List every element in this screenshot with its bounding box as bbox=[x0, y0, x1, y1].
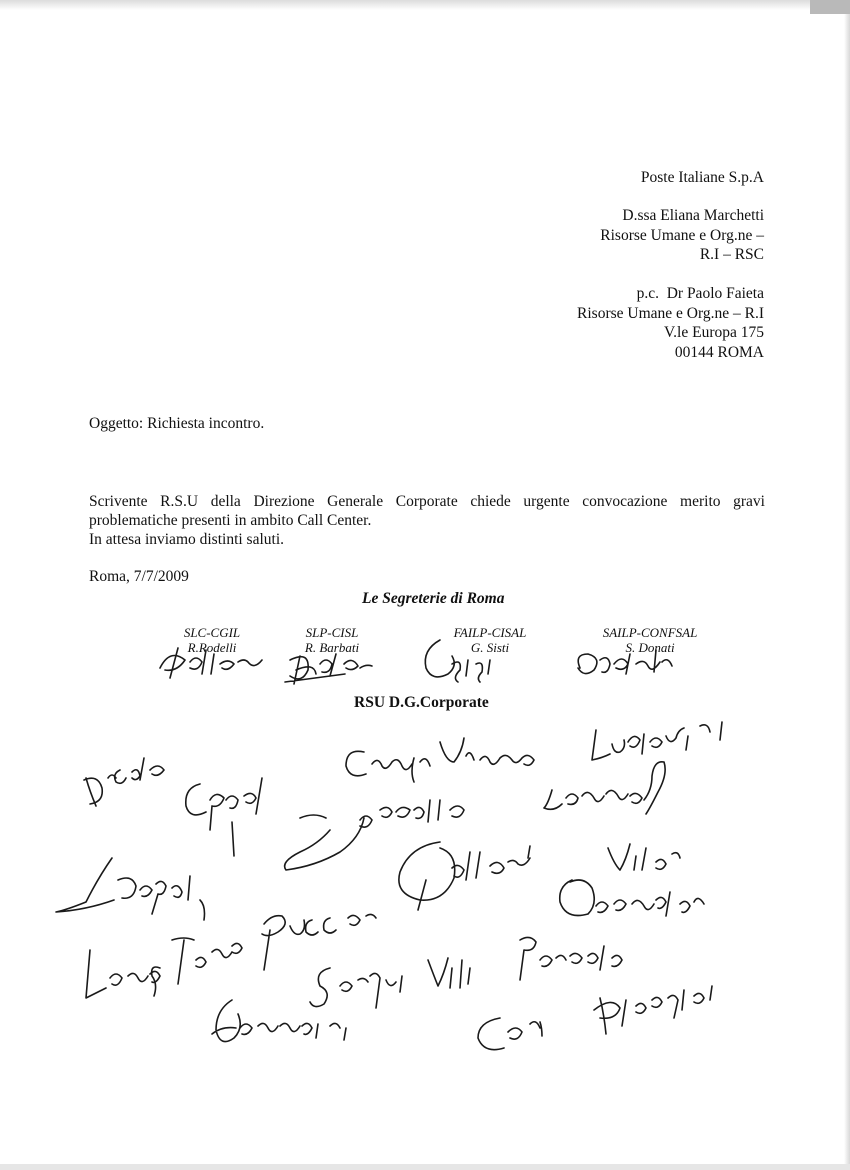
signature-donati bbox=[578, 650, 672, 674]
cc-line4: 00144 ROMA bbox=[674, 343, 764, 361]
segreterie-heading: Le Segreterie di Roma bbox=[362, 590, 505, 607]
union-name: SLC-CGIL bbox=[183, 625, 241, 640]
signature-bagnoli bbox=[594, 986, 712, 1034]
signature-sergio-viti bbox=[310, 958, 470, 1008]
signature-sisti bbox=[425, 640, 490, 682]
signature-pescolo bbox=[520, 937, 622, 980]
subject-line: Oggetto: Richiesta incontro. bbox=[89, 415, 265, 432]
signature-deccandre bbox=[560, 880, 704, 916]
signature-viti bbox=[608, 844, 680, 870]
signature-cor bbox=[478, 1018, 542, 1050]
signature-ludovici bbox=[592, 722, 722, 760]
union-rep: G. Sisti bbox=[470, 640, 510, 655]
signature-lammef bbox=[544, 762, 665, 814]
union-name: FAILP-CISAL bbox=[453, 625, 527, 640]
cc-line2: Risorse Umane e Org.ne – R.I bbox=[577, 304, 764, 322]
signature-rodelli-rsu bbox=[399, 842, 530, 910]
signature-luisa-stefano bbox=[86, 938, 242, 998]
signature-pagliaroli bbox=[56, 858, 205, 920]
signature-campi-vincenzo bbox=[346, 738, 534, 782]
union-rep: S. Donati bbox=[625, 640, 675, 655]
recipient-dept-line2: R.I – RSC bbox=[699, 246, 764, 263]
recipient-dept-line1: Risorse Umane e Org.ne – bbox=[600, 226, 764, 244]
union-rep: R. Barbati bbox=[304, 640, 360, 655]
cc-line3: V.le Europa 175 bbox=[663, 324, 764, 341]
signature-dentallo bbox=[285, 800, 464, 870]
cc-line1: p.c. Dr Paolo Faieta bbox=[636, 285, 764, 302]
union-name: SLP-CISL bbox=[305, 625, 359, 640]
recipient-company: Poste Italiane S.p.A bbox=[640, 169, 764, 186]
signature-barbati bbox=[285, 654, 372, 684]
body-paragraph-2: In attesa inviamo distinti saluti. bbox=[89, 531, 285, 548]
union-name: SAILP-CONFSAL bbox=[602, 625, 698, 640]
union-rep: R.Rodelli bbox=[187, 640, 237, 655]
rsu-heading: RSU D.G.Corporate bbox=[354, 694, 489, 711]
signature-rodelli bbox=[160, 648, 262, 678]
signature-giovannini bbox=[212, 1000, 346, 1042]
body-paragraph-1: Scrivente R.S.U della Direzione Generale Corporate chiede urgente convocazione merito gravi problematiche presenti in ambito Call Center. bbox=[89, 493, 765, 529]
recipient-name: D.ssa Eliana Marchetti bbox=[622, 207, 764, 224]
signature-dr-cole bbox=[84, 758, 164, 806]
place-date: Roma, 7/7/2009 bbox=[89, 568, 189, 585]
signature-c-paul bbox=[186, 778, 262, 856]
signature-puccio bbox=[262, 914, 376, 970]
